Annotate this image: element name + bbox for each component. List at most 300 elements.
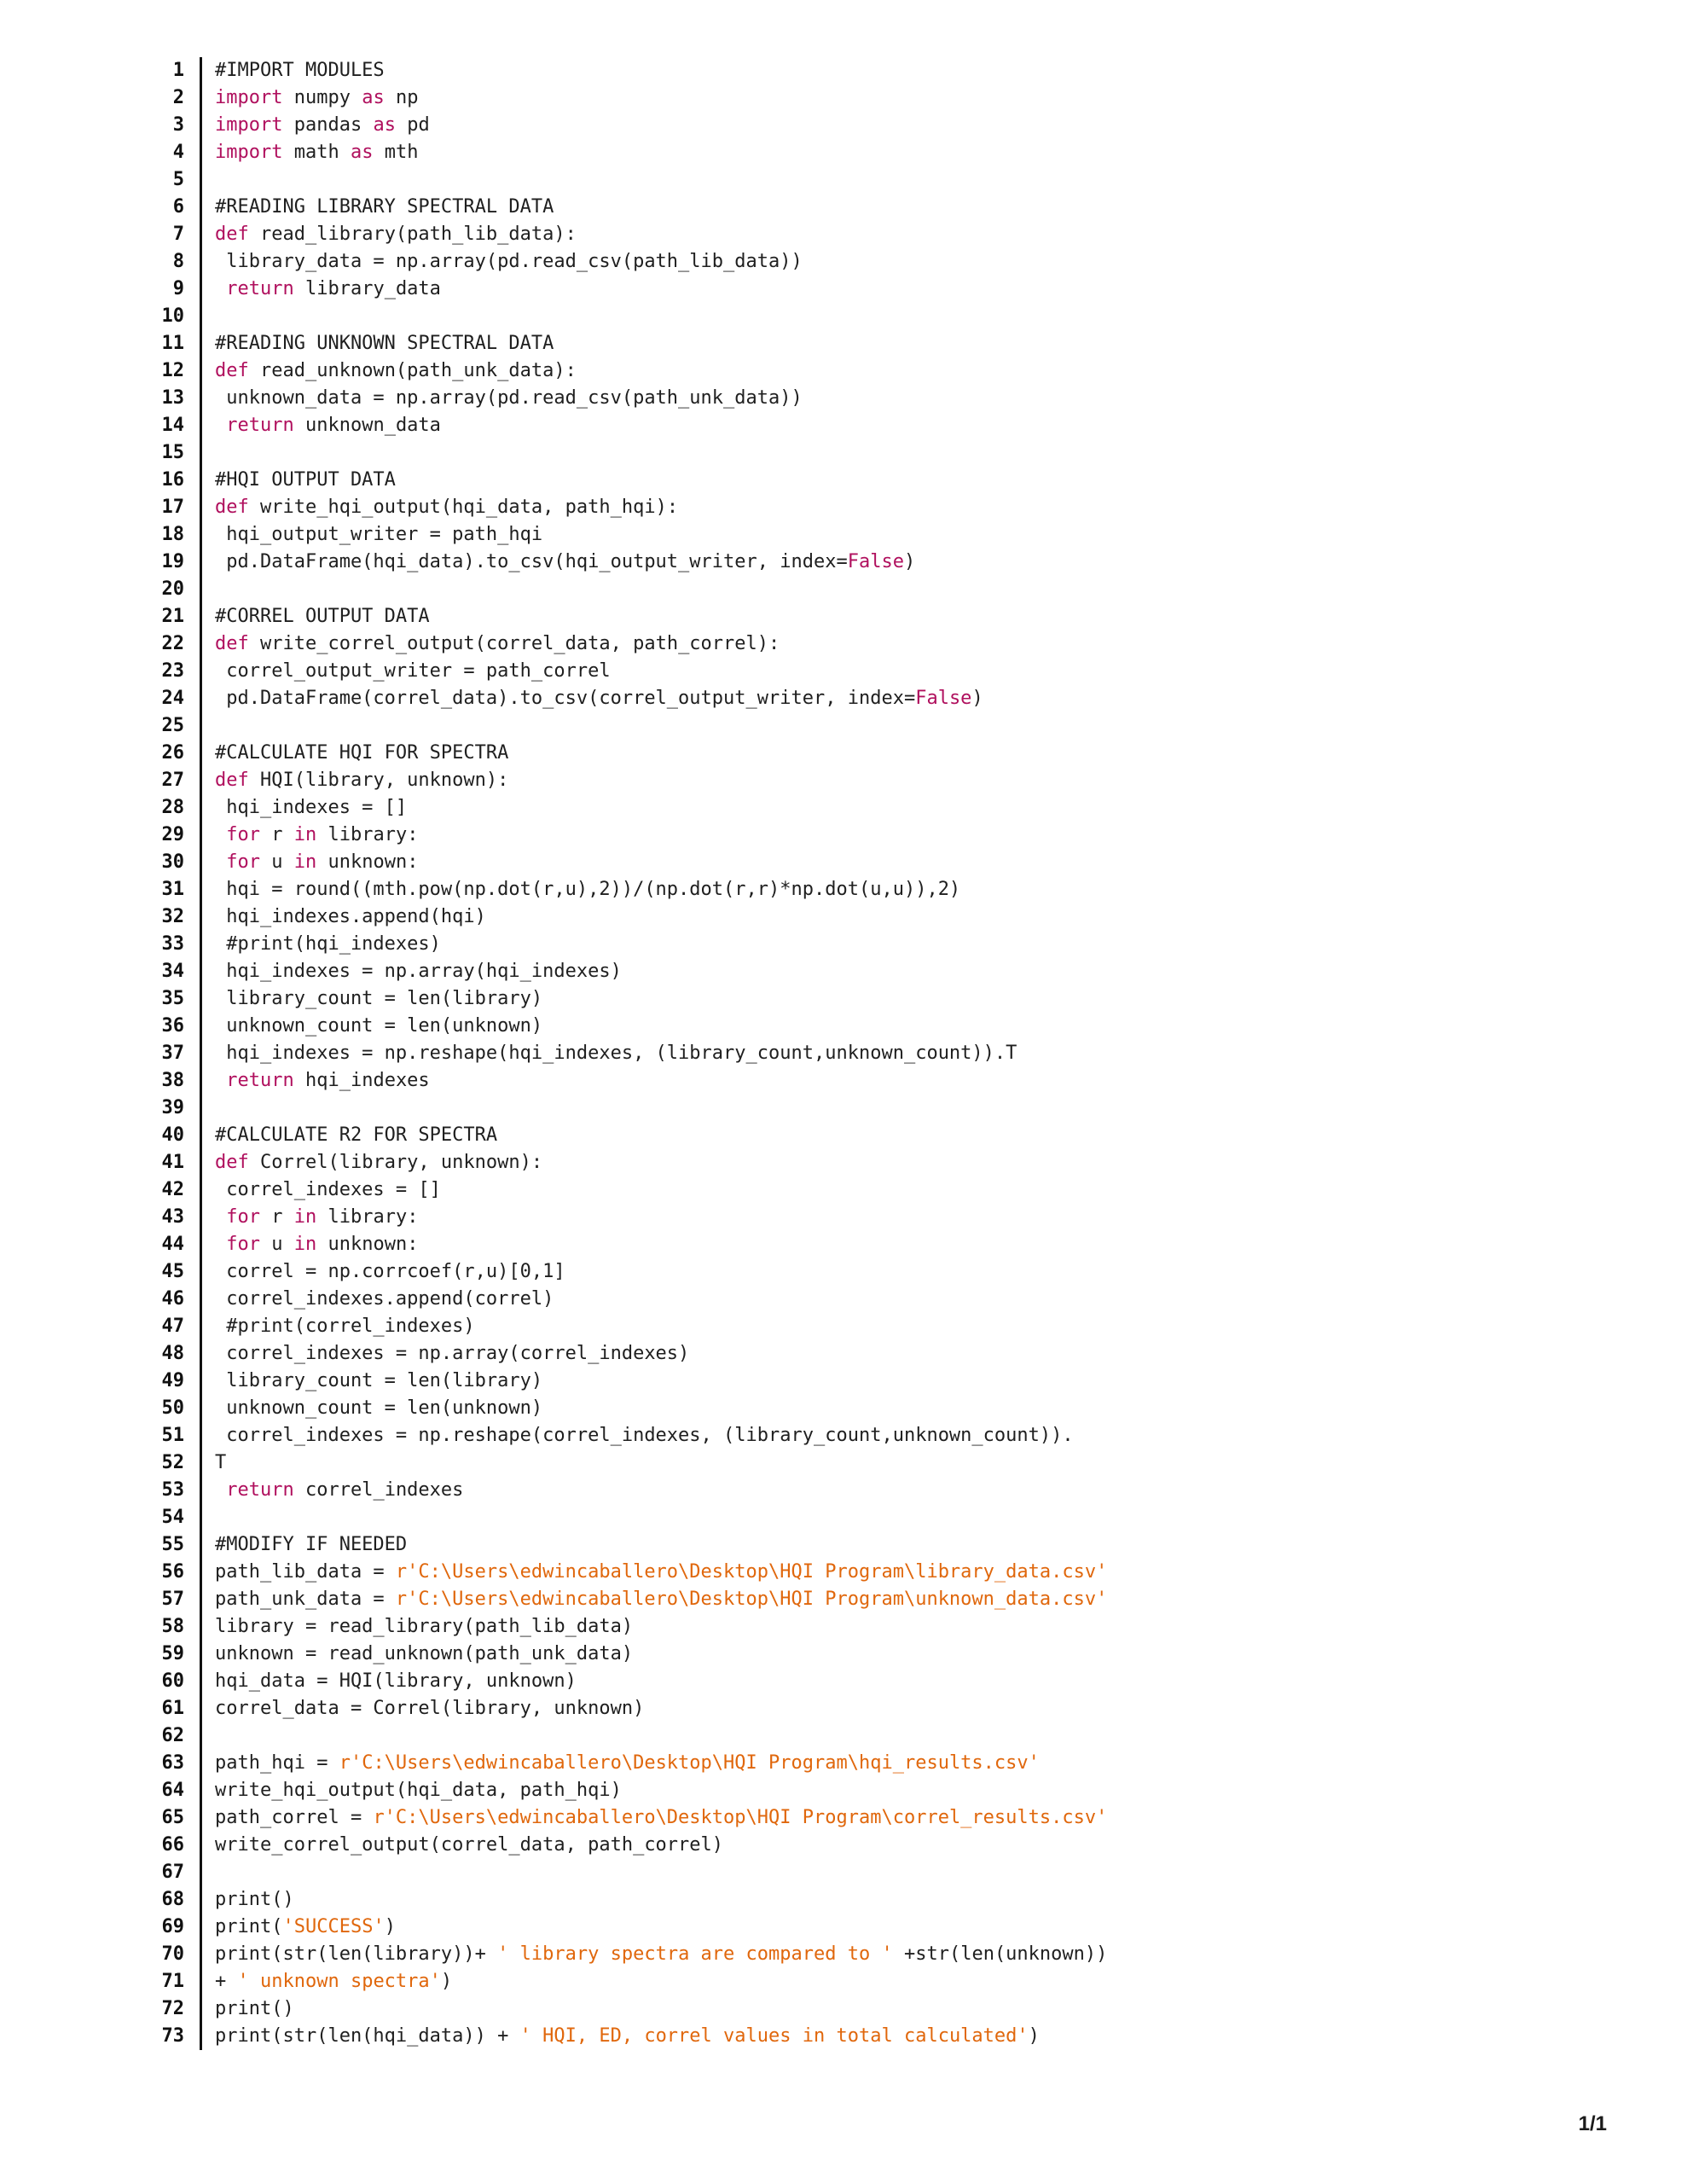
line-number: 22 — [161, 633, 184, 654]
code-text — [215, 412, 441, 439]
code-line — [148, 1995, 1172, 2023]
code-token: ) — [903, 551, 916, 572]
code-text — [215, 549, 915, 576]
code-token: library_data = np.array(pd.read_csv(path_lib_data)) — [215, 251, 803, 272]
code-token: #HQI OUTPUT DATA — [215, 469, 396, 491]
code-token: library: — [316, 824, 419, 845]
line-number: 37 — [161, 1043, 184, 1064]
code-listing — [148, 57, 1172, 2050]
code-token: library = read_library(path_lib_data) — [215, 1616, 634, 1637]
code-line — [148, 1695, 1172, 1722]
page-number: 1/1 — [1578, 2112, 1607, 2135]
keyword-token: in — [293, 1234, 317, 1255]
code-text — [215, 1422, 1074, 1449]
code-line — [148, 1722, 1172, 1750]
code-token: write_hqi_output(hqi_data, path_hqi): — [248, 497, 679, 518]
code-line — [148, 1531, 1172, 1559]
code-text — [215, 1613, 633, 1641]
string-token: r'C:\Users\edwincaballero\Desktop\HQI Program\correl_results.csv' — [373, 1807, 1108, 1828]
line-number: 34 — [161, 961, 184, 982]
line-number: 69 — [161, 1916, 184, 1937]
code-line — [148, 57, 1172, 84]
line-number: 23 — [161, 660, 184, 682]
line-number: 61 — [161, 1698, 184, 1719]
code-text — [215, 1886, 294, 1914]
code-token: mth — [373, 142, 419, 163]
code-token: #IMPORT MODULES — [215, 60, 385, 81]
code-token: HQI(library, unknown): — [248, 770, 509, 791]
code-token: ) — [384, 1916, 396, 1937]
code-text — [215, 1040, 1017, 1067]
code-token: write_hqi_output(hqi_data, path_hqi) — [215, 1780, 622, 1801]
code-line — [148, 1559, 1172, 1586]
code-text — [215, 357, 577, 385]
line-number: 28 — [161, 797, 184, 818]
code-text — [215, 1559, 1107, 1586]
code-text — [215, 1368, 542, 1395]
line-number: 46 — [161, 1288, 184, 1310]
code-token: read_unknown(path_unk_data): — [248, 360, 577, 381]
code-text — [215, 1777, 622, 1804]
code-token: path_hqi = — [215, 1752, 339, 1774]
code-line — [148, 985, 1172, 1013]
line-number: 48 — [161, 1343, 184, 1364]
code-line — [148, 1804, 1172, 1832]
code-line — [148, 1968, 1172, 1995]
code-token — [215, 1479, 226, 1501]
code-token: print() — [215, 1889, 294, 1910]
line-number: 1 — [172, 60, 184, 81]
code-token — [215, 1234, 226, 1255]
code-token: correl_indexes = np.array(correl_indexes) — [215, 1343, 690, 1364]
string-token: ' library spectra are compared to ' — [497, 1943, 893, 1965]
line-number: 58 — [161, 1616, 184, 1637]
code-token: path_lib_data = — [215, 1561, 396, 1583]
code-token: library_count = len(library) — [215, 1370, 543, 1391]
code-token: r — [260, 1206, 294, 1228]
code-token: r — [260, 824, 294, 845]
code-text — [215, 1914, 396, 1941]
line-number: 44 — [161, 1234, 184, 1255]
keyword-token: for — [226, 824, 260, 845]
code-text — [215, 84, 418, 112]
code-token: hqi_indexes.append(hqi) — [215, 906, 486, 927]
code-token: print(str(len(hqi_data)) + — [215, 2025, 520, 2047]
keyword-token: def — [215, 224, 249, 245]
code-line — [148, 931, 1172, 958]
code-text — [215, 467, 396, 494]
code-line — [148, 740, 1172, 767]
code-text — [215, 194, 554, 221]
line-number: 65 — [161, 1807, 184, 1828]
keyword-token: def — [215, 770, 249, 791]
code-token: u — [260, 851, 294, 873]
code-line — [148, 1668, 1172, 1695]
line-number: 5 — [172, 169, 184, 190]
line-number: 4 — [172, 142, 184, 163]
code-line — [148, 822, 1172, 849]
keyword-token: return — [226, 415, 294, 436]
keyword-token: def — [215, 1152, 249, 1173]
code-line — [148, 1477, 1172, 1504]
code-text — [215, 385, 803, 412]
line-number: 27 — [161, 770, 184, 791]
line-number-divider — [200, 57, 202, 2050]
code-line — [148, 1395, 1172, 1422]
code-token: hqi_output_writer = path_hqi — [215, 524, 543, 545]
code-line — [148, 139, 1172, 166]
line-number: 63 — [161, 1752, 184, 1774]
code-line — [148, 1422, 1172, 1449]
line-number: 10 — [161, 305, 184, 327]
line-number: 32 — [161, 906, 184, 927]
code-token: unknown_count = len(unknown) — [215, 1397, 543, 1419]
line-number: 71 — [161, 1971, 184, 1992]
code-line — [148, 412, 1172, 439]
code-token: pd.DataFrame(hqi_data).to_csv(hqi_output_writer, index= — [215, 551, 848, 572]
keyword-token: False — [915, 688, 972, 709]
keyword-token: False — [847, 551, 904, 572]
code-line — [148, 1750, 1172, 1777]
code-line — [148, 1859, 1172, 1886]
string-token: ' HQI, ED, correl values in total calculated' — [519, 2025, 1029, 2047]
code-line — [148, 303, 1172, 330]
line-number: 8 — [172, 251, 184, 272]
code-token: hqi_indexes — [293, 1070, 430, 1091]
line-number: 12 — [161, 360, 184, 381]
line-number: 16 — [161, 469, 184, 491]
code-token: ) — [1028, 2025, 1040, 2047]
code-token: #CORREL OUTPUT DATA — [215, 606, 430, 627]
code-line — [148, 1832, 1172, 1859]
line-number: 6 — [172, 196, 184, 218]
line-number: 41 — [161, 1152, 184, 1173]
code-text — [215, 1313, 475, 1340]
code-token: unknown_data = np.array(pd.read_csv(path_unk_data)) — [215, 387, 803, 409]
line-number: 35 — [161, 988, 184, 1009]
code-token — [215, 1206, 226, 1228]
code-text — [215, 1804, 1107, 1832]
code-line — [148, 2023, 1172, 2050]
code-text — [215, 958, 622, 985]
code-token: #READING LIBRARY SPECTRAL DATA — [215, 196, 554, 218]
code-token: correl_indexes = [] — [215, 1179, 441, 1200]
line-number: 43 — [161, 1206, 184, 1228]
code-token: + — [215, 1971, 238, 1992]
keyword-token: in — [293, 851, 317, 873]
keyword-token: import — [215, 114, 283, 136]
code-line — [148, 1286, 1172, 1313]
keyword-token: return — [226, 1070, 294, 1091]
line-number: 19 — [161, 551, 184, 572]
line-number: 50 — [161, 1397, 184, 1419]
code-text — [215, 603, 430, 630]
code-token: library: — [316, 1206, 419, 1228]
keyword-token: def — [215, 360, 249, 381]
code-line — [148, 658, 1172, 685]
string-token: r'C:\Users\edwincaballero\Desktop\HQI Program\hqi_results.csv' — [339, 1752, 1040, 1774]
line-number: 25 — [161, 715, 184, 736]
code-text — [215, 1286, 554, 1313]
code-text — [215, 1995, 294, 2023]
keyword-token: return — [226, 278, 294, 299]
code-text — [215, 903, 486, 931]
keyword-token: in — [293, 1206, 317, 1228]
code-line — [148, 1613, 1172, 1641]
code-text — [215, 849, 418, 876]
string-token: 'SUCCESS' — [282, 1916, 385, 1937]
line-number: 36 — [161, 1015, 184, 1037]
code-text — [215, 822, 418, 849]
line-number: 66 — [161, 1834, 184, 1856]
line-number: 39 — [161, 1097, 184, 1118]
code-line — [148, 1040, 1172, 1067]
code-text — [215, 876, 960, 903]
code-line — [148, 1777, 1172, 1804]
line-number: 30 — [161, 851, 184, 873]
code-text — [215, 1013, 542, 1040]
string-token: r'C:\Users\edwincaballero\Desktop\HQI Program\unknown_data.csv' — [395, 1589, 1108, 1610]
code-token: pd — [395, 114, 430, 136]
code-text — [215, 1176, 441, 1204]
code-token: correl_indexes = np.reshape(correl_indexes, (library_count,unknown_count)). — [215, 1425, 1074, 1446]
code-line — [148, 685, 1172, 712]
line-number: 70 — [161, 1943, 184, 1965]
code-token: pd.DataFrame(correl_data).to_csv(correl_output_writer, index= — [215, 688, 916, 709]
code-text — [215, 1941, 1107, 1968]
code-text — [215, 57, 385, 84]
code-line — [148, 248, 1172, 276]
code-token — [215, 415, 226, 436]
code-token — [215, 278, 226, 299]
code-line — [148, 576, 1172, 603]
code-line — [148, 1313, 1172, 1340]
code-line — [148, 439, 1172, 467]
code-text — [215, 1204, 418, 1231]
code-line — [148, 1449, 1172, 1477]
keyword-token: as — [362, 87, 385, 108]
code-line — [148, 1095, 1172, 1122]
line-number: 52 — [161, 1452, 184, 1473]
code-line — [148, 1122, 1172, 1149]
code-line — [148, 1149, 1172, 1176]
code-token: unknown_data — [293, 415, 441, 436]
code-text — [215, 1586, 1107, 1613]
code-token: write_correl_output(correl_data, path_correl): — [248, 633, 780, 654]
code-token: ) — [440, 1971, 453, 1992]
code-line — [148, 849, 1172, 876]
code-line — [148, 1504, 1172, 1531]
code-token: unknown: — [316, 851, 419, 873]
code-token: unknown_count = len(unknown) — [215, 1015, 543, 1037]
line-number: 68 — [161, 1889, 184, 1910]
code-token: correl_data = Correl(library, unknown) — [215, 1698, 645, 1719]
code-text — [215, 767, 508, 794]
line-number: 59 — [161, 1643, 184, 1664]
code-text — [215, 1668, 577, 1695]
line-number: 20 — [161, 578, 184, 600]
code-line — [148, 1067, 1172, 1095]
code-line — [148, 357, 1172, 385]
line-number: 14 — [161, 415, 184, 436]
line-number: 11 — [161, 333, 184, 354]
code-line — [148, 1204, 1172, 1231]
code-text — [215, 931, 441, 958]
code-text — [215, 630, 780, 658]
code-token: math — [282, 142, 351, 163]
code-line — [148, 549, 1172, 576]
line-number: 73 — [161, 2025, 184, 2047]
code-line — [148, 494, 1172, 521]
code-token: np — [384, 87, 419, 108]
line-number: 15 — [161, 442, 184, 463]
code-token: #MODIFY IF NEEDED — [215, 1534, 408, 1555]
keyword-token: return — [226, 1479, 294, 1501]
code-token — [215, 824, 226, 845]
code-line — [148, 1368, 1172, 1395]
code-token: correl_indexes — [293, 1479, 464, 1501]
code-token: unknown = read_unknown(path_unk_data) — [215, 1643, 634, 1664]
code-line — [148, 1941, 1172, 1968]
code-token: Correl(library, unknown): — [248, 1152, 543, 1173]
code-token: #READING UNKNOWN SPECTRAL DATA — [215, 333, 554, 354]
code-line — [148, 958, 1172, 985]
line-number: 29 — [161, 824, 184, 845]
keyword-token: def — [215, 633, 249, 654]
code-line — [148, 330, 1172, 357]
code-line — [148, 84, 1172, 112]
line-number: 31 — [161, 879, 184, 900]
line-number: 55 — [161, 1534, 184, 1555]
code-text — [215, 1122, 497, 1149]
code-token: #print(hqi_indexes) — [215, 933, 441, 955]
code-token: #CALCULATE R2 FOR SPECTRA — [215, 1124, 498, 1146]
keyword-token: import — [215, 87, 283, 108]
keyword-token: for — [226, 851, 260, 873]
code-token: path_unk_data = — [215, 1589, 396, 1610]
code-token: read_library(path_lib_data): — [248, 224, 577, 245]
code-line — [148, 112, 1172, 139]
code-text — [215, 658, 611, 685]
code-text — [215, 794, 407, 822]
line-number: 49 — [161, 1370, 184, 1391]
line-number: 45 — [161, 1261, 184, 1282]
code-token: ) — [971, 688, 983, 709]
code-token: library_data — [293, 278, 441, 299]
code-text — [215, 248, 803, 276]
line-number: 7 — [172, 224, 184, 245]
keyword-token: for — [226, 1206, 260, 1228]
code-token: correl_output_writer = path_correl — [215, 660, 611, 682]
line-number: 9 — [172, 278, 184, 299]
code-token: hqi_indexes = [] — [215, 797, 408, 818]
line-number: 2 — [172, 87, 184, 108]
code-text — [215, 1832, 723, 1859]
code-token — [215, 1070, 226, 1091]
code-token: correl_indexes.append(correl) — [215, 1288, 554, 1310]
code-token — [215, 851, 226, 873]
code-text — [215, 1641, 633, 1668]
line-number: 18 — [161, 524, 184, 545]
line-number: 40 — [161, 1124, 184, 1146]
line-number: 64 — [161, 1780, 184, 1801]
line-number: 51 — [161, 1425, 184, 1446]
code-token: #CALCULATE HQI FOR SPECTRA — [215, 742, 509, 764]
code-text — [215, 521, 542, 549]
code-line — [148, 1641, 1172, 1668]
code-token: correl = np.corrcoef(r,u)[0,1] — [215, 1261, 565, 1282]
keyword-token: as — [373, 114, 396, 136]
code-line — [148, 385, 1172, 412]
line-number: 33 — [161, 933, 184, 955]
code-text — [215, 494, 678, 521]
code-token: unknown: — [316, 1234, 419, 1255]
line-number: 13 — [161, 387, 184, 409]
keyword-token: import — [215, 142, 283, 163]
code-token: u — [260, 1234, 294, 1255]
line-number: 54 — [161, 1507, 184, 1528]
code-line — [148, 1176, 1172, 1204]
line-number: 42 — [161, 1179, 184, 1200]
line-number: 56 — [161, 1561, 184, 1583]
code-token: T — [215, 1452, 227, 1473]
code-line — [148, 630, 1172, 658]
code-line — [148, 794, 1172, 822]
code-token: print( — [215, 1916, 283, 1937]
code-token: print() — [215, 1998, 294, 2019]
line-number: 3 — [172, 114, 184, 136]
code-text — [215, 740, 508, 767]
line-number: 62 — [161, 1725, 184, 1746]
code-text — [215, 1340, 689, 1368]
line-number: 67 — [161, 1862, 184, 1883]
line-number: 26 — [161, 742, 184, 764]
code-token: path_correl = — [215, 1807, 374, 1828]
code-line — [148, 194, 1172, 221]
code-text — [215, 685, 983, 712]
code-text — [215, 1067, 430, 1095]
keyword-token: for — [226, 1234, 260, 1255]
line-number: 47 — [161, 1316, 184, 1337]
code-line — [148, 903, 1172, 931]
code-text — [215, 1149, 542, 1176]
code-text — [215, 1449, 226, 1477]
code-text — [215, 221, 577, 248]
code-text — [215, 139, 418, 166]
keyword-token: as — [350, 142, 374, 163]
line-number: 72 — [161, 1998, 184, 2019]
code-text — [215, 276, 441, 303]
code-text — [215, 1477, 463, 1504]
code-text — [215, 1750, 1040, 1777]
code-token: #print(correl_indexes) — [215, 1316, 475, 1337]
code-line — [148, 1586, 1172, 1613]
code-line — [148, 603, 1172, 630]
code-token: write_correl_output(correl_data, path_correl) — [215, 1834, 724, 1856]
code-line — [148, 712, 1172, 740]
line-number: 38 — [161, 1070, 184, 1091]
code-text — [215, 1258, 565, 1286]
code-line — [148, 276, 1172, 303]
keyword-token: def — [215, 497, 249, 518]
keyword-token: in — [293, 824, 317, 845]
line-number: 21 — [161, 606, 184, 627]
line-number: 17 — [161, 497, 184, 518]
code-token: pandas — [282, 114, 374, 136]
code-text — [215, 1968, 452, 1995]
string-token: ' unknown spectra' — [237, 1971, 441, 1992]
code-token: library_count = len(library) — [215, 988, 543, 1009]
